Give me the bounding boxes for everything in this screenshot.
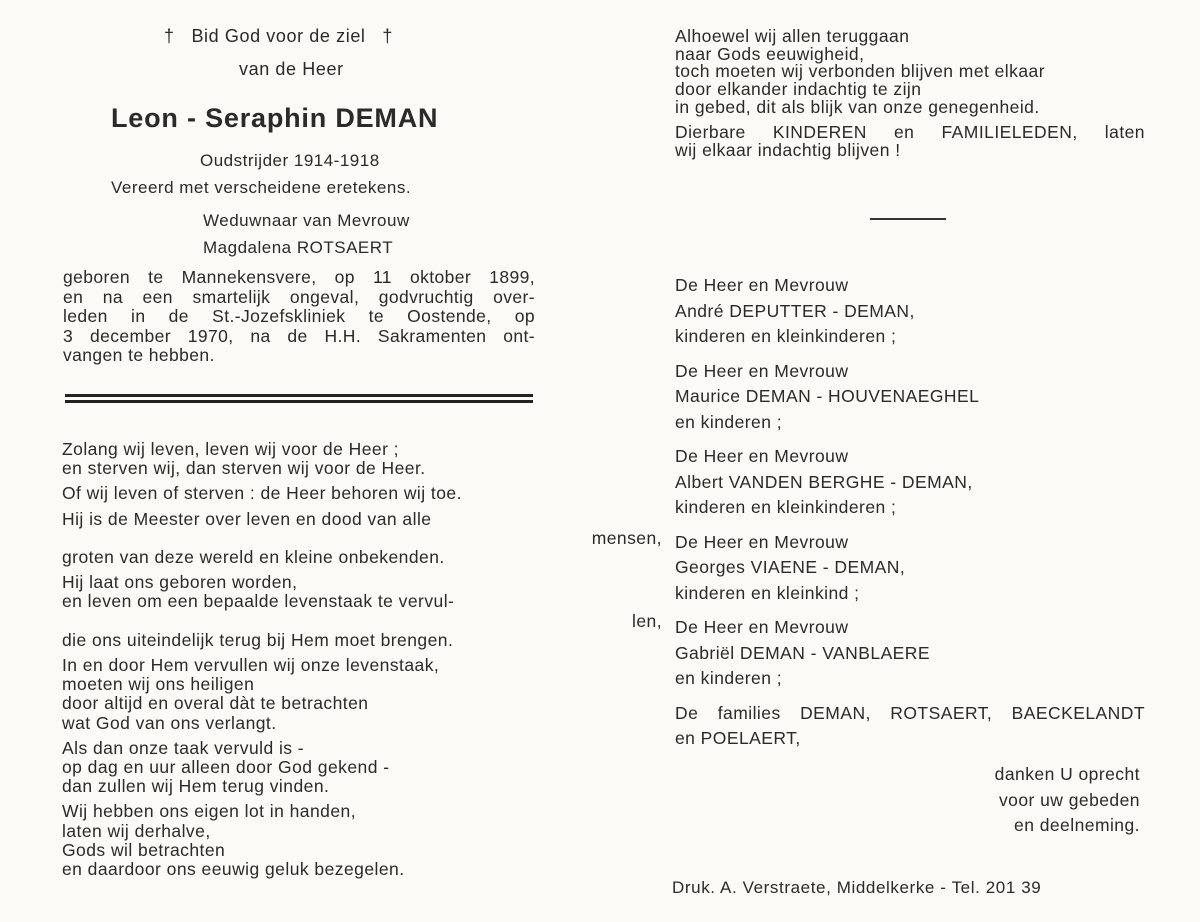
mourner-line: De Heer en Mevrouw [675,531,849,552]
poem-line: len, [631,610,662,631]
mourner-line: Maurice DEMAN - HOUVENAEGHEL [675,386,980,406]
poem-line: Als dan onze taak vervuld is - [62,737,305,758]
poem-line: Hij laat ons geboren worden, [62,572,298,593]
spouse-name: Magdalena ROTSAERT [203,238,394,257]
mourner-line: Georges VIAENE - DEMAN, [675,557,906,577]
mourner-line: kinderen en kleinkinderen ; [675,326,897,346]
closing-line: toch moeten wij verbonden blijven met elkaar [675,61,1045,82]
bio-line: 3 december 1970, na de H.H. Sakramenten ont- [63,325,535,346]
poem-line: laten wij derhalve, [62,820,211,841]
divider-rule-top [65,394,533,397]
poem-line: die ons uiteindelijk terug bij Hem moet brengen. [62,629,454,650]
mourner-line: De Heer en Mevrouw [675,617,849,637]
poem-stanza [62,739,538,797]
closing-line: door elkander indachtig te zijn [675,79,922,100]
appeal-line: wij elkaar indachtig blijven ! [675,139,901,160]
honours-line: Vereerd met verscheidene eretekens. [111,178,412,197]
poem-line: door altijd en overal dàt te betrachten [62,693,369,714]
poem-stanza [62,656,538,733]
mourner-line: Albert VANDEN BERGHE - DEMAN, [675,471,973,492]
bio-line: leden in de St.-Jozefskliniek te Oostende, op [63,306,535,326]
closing-line: Alhoewel wij allen teruggaan [675,26,910,46]
poem-stanza [62,508,662,568]
bio-line: vangen te hebben. [63,345,215,365]
veteran-line: Oudstrijder 1914-1918 [200,151,380,170]
divider-rule-bottom [65,400,533,403]
van-de-heer: van de Heer [239,59,344,79]
mourner-line: De families DEMAN, ROTSAERT, BAECKELANDT [675,702,1145,723]
thanks-line: en deelneming. [1014,815,1140,835]
mourner-line: en POELAERT, [675,728,801,748]
poem-stanza [62,802,538,879]
mourner-line: De Heer en Mevrouw [675,360,849,381]
prayer-text: Bid God voor de ziel [191,26,366,46]
poem-stanza [62,484,538,503]
closing-line: naar Gods eeuwigheid, [675,43,865,64]
appeal-line: Dierbare KINDEREN en FAMILIELEDEN, laten [675,121,1145,142]
widower-line: Weduwnaar van Mevrouw [203,211,410,230]
poem-line: en daardoor ons eeuwig geluk bezegelen. [62,859,405,880]
cross-right-icon: † [382,26,393,46]
thanks-block [995,762,1140,839]
printer-credit: Druk. A. Verstraete, Middelkerke - Tel. 201 39 [672,878,1042,897]
poem-line: en sterven wij, dan sterven wij voor de Heer. [62,458,426,479]
poem-line: op dag en uur alleen door God gekend - [62,757,390,778]
mourner-line: Gabriël DEMAN - VANBLAERE [675,642,931,663]
poem-line: Hij is de Meester over leven en dood van alle [62,508,432,529]
mourner-line: André DEPUTTER - DEMAN, [675,300,915,321]
bio-line: en na een smartelijk ongeval, godvruchtig over- [63,286,535,307]
closing-line: in gebed, dit als blijk van onze genegenheid. [675,96,1040,117]
mourner-group [675,530,1145,607]
mourner-line: kinderen en kleinkinderen ; [675,497,897,517]
mourner-group [675,615,1145,692]
poem-line: dan zullen wij Hem terug vinden. [62,776,330,797]
poem-line: Zolang wij leven, leven wij voor de Heer ; [62,439,399,459]
mourner-group [675,701,1145,752]
poem [62,439,662,885]
poem-line: Gods wil betrachten [62,839,226,860]
poem-line: en leven om een bepaalde levenstaak te vervul- [62,591,455,612]
short-divider [870,218,946,220]
poem-line: Wij hebben ons eigen lot in handen, [62,801,357,822]
mourner-group [675,444,1145,521]
poem-stanza [62,572,662,650]
thanks-line: voor uw gebeden [998,789,1140,810]
poem-line: In en door Hem vervullen wij onze levenstaak, [62,655,440,676]
cross-left-icon: † [164,26,175,46]
poem-line: moeten wij ons heiligen [62,674,255,695]
thanks-line: danken U oprecht [994,764,1140,784]
deceased-name: Leon - Seraphin DEMAN [111,103,439,133]
mourner-group [675,359,1145,436]
mourner-line: en kinderen ; [675,668,783,688]
biography [63,268,535,366]
closing-verse [675,28,1145,159]
poem-line: mensen, [591,527,662,548]
poem-stanza [62,440,538,478]
mourner-line: De Heer en Mevrouw [675,275,849,295]
mourner-line: en kinderen ; [675,411,783,432]
poem-line: groten van deze wereld en kleine onbekenden. [62,547,445,568]
mourner-line: De Heer en Mevrouw [675,446,849,466]
prayer-heading [164,26,393,47]
poem-line: Of wij leven of sterven : de Heer behoren wij toe. [62,483,462,504]
mourner-line: kinderen en kleinkind ; [675,582,860,603]
bio-line: geboren te Mannekensvere, op 11 oktober 1899, [63,267,535,287]
poem-line: wat God van ons verlangt. [62,712,277,733]
mourner-group [675,273,1145,350]
mourners-list [675,273,1145,761]
